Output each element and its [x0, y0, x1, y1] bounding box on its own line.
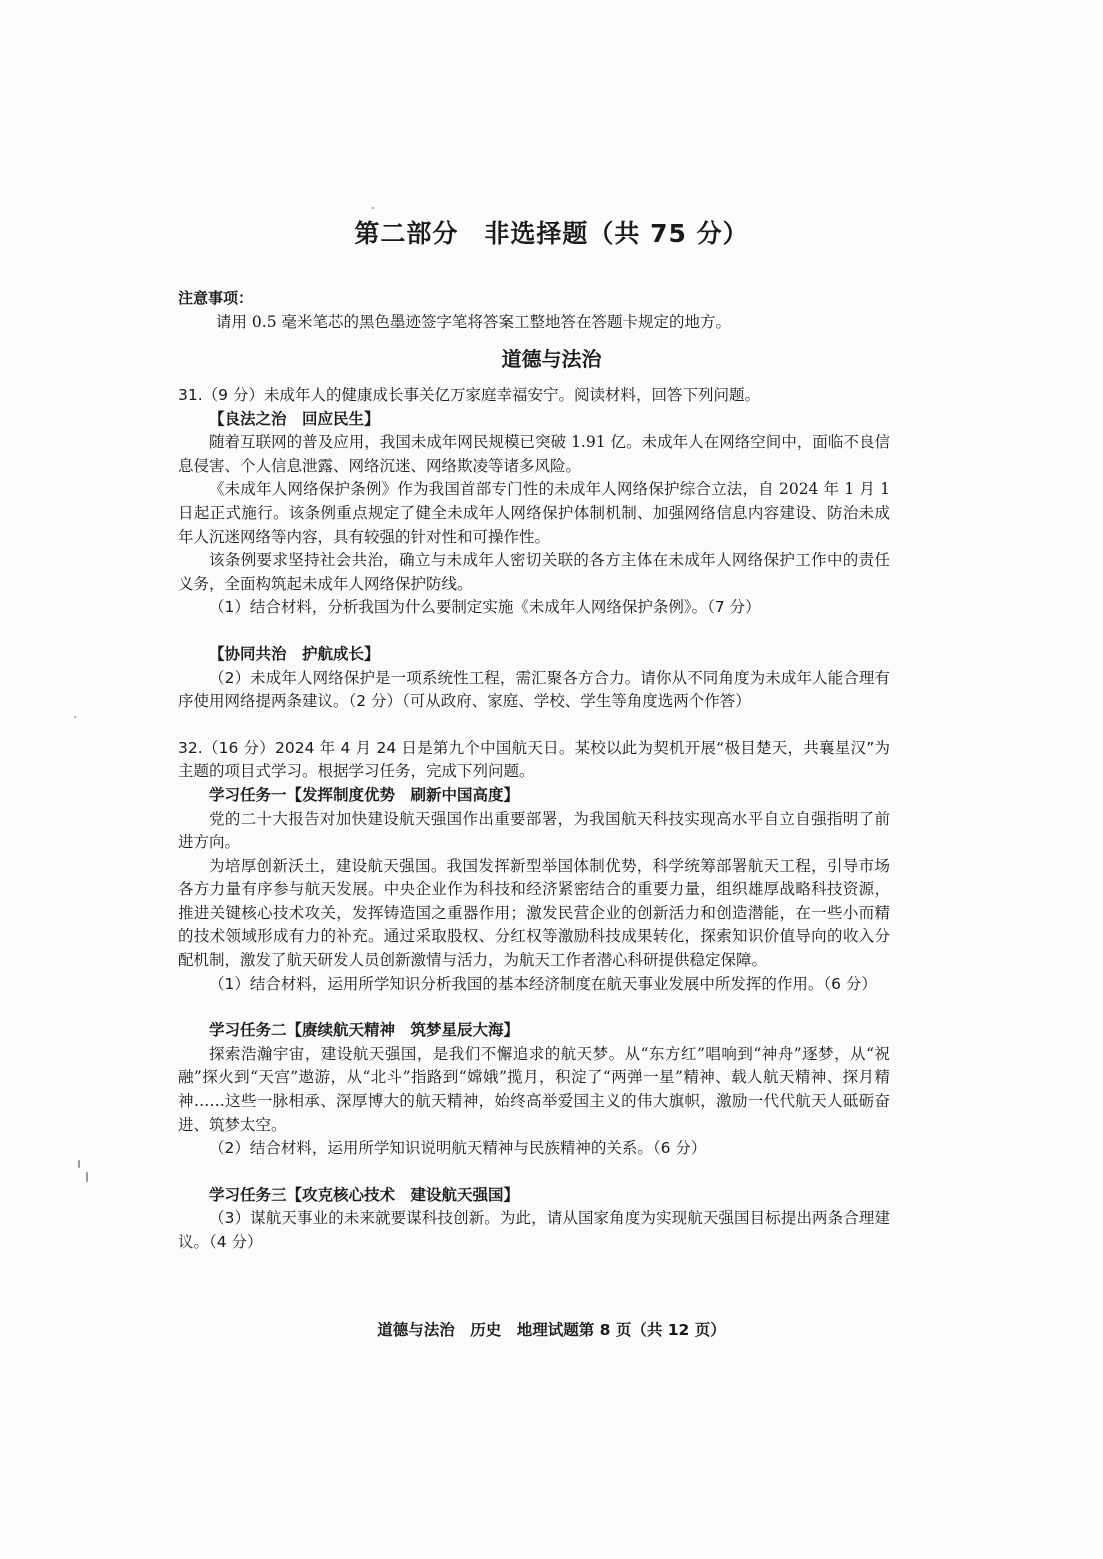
q32-task1-title: 学习任务一【发挥制度优势 刷新中国高度】 — [209, 785, 520, 804]
q32-stem: 32.（16 分）2024 年 4 月 24 日是第九个中国航天日。某校以此为契机开展“极目楚天，共襄星汉”为主题的项目式学习。根据学习任务，完成下列问题。 — [178, 738, 890, 781]
q32-task3-title: 学习任务三【攻克核心技术 建设航天强国】 — [209, 1185, 520, 1204]
q32-sub2: （2）结合材料，运用所学知识说明航天精神与民族精神的关系。（6 分） — [209, 1139, 707, 1158]
q31-section2-title: 【协同共治 护航成长】 — [209, 644, 380, 663]
q32-sub1: （1）结合材料，运用所学知识分析我国的基本经济制度在航天事业发展中所发挥的作用。（6 分） — [209, 974, 877, 993]
scan-speck — [372, 207, 374, 209]
q32-task1-para2: 为培厚创新沃土，建设航天强国。我国发挥新型举国体制优势，科学统筹部署航天工程，引导市场各方力量有序参与航天发展。中央企业作为科技和经济紧密结合的重要力量，组织雄厚战略科技资源，推进关键核心技术攻关，发挥铸造国之重器作用；激发民营企业的创新活力和创造潜能，在一些小而精的技术领域形成有力的补充。通过采取股权、分红权等激励科技成果转化，探索知识价值导向的收入分配机制，激发了航天研发人员创新激情与活力，为航天工作者潜心科研提供稳定保障。 — [178, 856, 890, 970]
page-footer: 道德与法治 历史 地理试题第 8 页（共 12 页） — [377, 1321, 726, 1339]
q31-sub1: （1）结合材料，分析我国为什么要制定实施《未成年人网络保护条例》。（7 分） — [209, 598, 761, 617]
q32-task1-para1: 党的二十大报告对加快建设航天强国作出重要部署，为我国航天科技实现高水平自立自强指明了前进方向。 — [178, 809, 890, 852]
scan-speck — [86, 1172, 88, 1182]
q32-task2-para: 探索浩瀚宇宙，建设航天强国，是我们不懈追求的航天梦。从“东方红”唱响到“神舟”逐梦，从“祝融”探火到“天宫”遨游，从“北斗”指路到“嫦娥”揽月，积淀了“两弹一星”精神、载人航天精神、探月精神……这些一脉相承、深厚博大的航天精神，始终高举爱国主义的伟大旗帜，激励一代代航天人砥砺奋进、筑梦太空。 — [178, 1044, 890, 1134]
scan-speck — [78, 1160, 80, 1168]
subject-title: 道德与法治 — [501, 347, 602, 371]
q31-para3: 该条例要求坚持社会共治，确立与未成年人密切关联的各方主体在未成年人网络保护工作中的责任义务，全面构筑起未成年人网络保护防线。 — [178, 551, 890, 593]
part-title: 第二部分 非选择题（共 75 分） — [354, 219, 749, 248]
q31-section1-title: 【良法之治 回应民生】 — [209, 409, 380, 428]
q31-stem: 31.（9 分）未成年人的健康成长事关亿万家庭幸福安宁。阅读材料，回答下列问题。 — [178, 386, 760, 404]
q31-para1: 随着互联网的普及应用，我国未成年网民规模已突破 1.91 亿。未成年人在网络空间中，面临不良信息侵害、个人信息泄露、网络沉迷、网络欺凌等诸多风险。 — [178, 433, 890, 475]
scan-speck — [74, 716, 76, 718]
q32-sub3: （3）谋航天事业的未来就要谋科技创新。为此，请从国家角度为实现航天强国目标提出两条合理建议。（4 分） — [178, 1209, 890, 1251]
questions-body — [178, 384, 890, 1255]
notice-text: 请用 0.5 毫米笔芯的黑色墨迹签字笔将答案工整地答在答题卡规定的地方。 — [216, 313, 732, 331]
notice-heading: 注意事项： — [178, 289, 254, 307]
q31-sub2: （2）未成年人网络保护是一项系统性工程，需汇聚各方合力。请你从不同角度为未成年人能合理有序使用网络提两条建议。（2 分）（可从政府、家庭、学校、学生等角度选两个作答） — [178, 668, 890, 711]
q32-task2-title: 学习任务二【赓续航天精神 筑梦星辰大海】 — [209, 1021, 520, 1040]
q31-para2: 《未成年人网络保护条例》作为我国首部专门性的未成年人网络保护综合立法，自 2024 年 1 月 1 日起正式施行。该条例重点规定了健全未成年人网络保护体制机制、加强网络信息内容建设、防治未成年人沉迷网络等内容，具有较强的针对性和可操作性。 — [178, 480, 890, 546]
